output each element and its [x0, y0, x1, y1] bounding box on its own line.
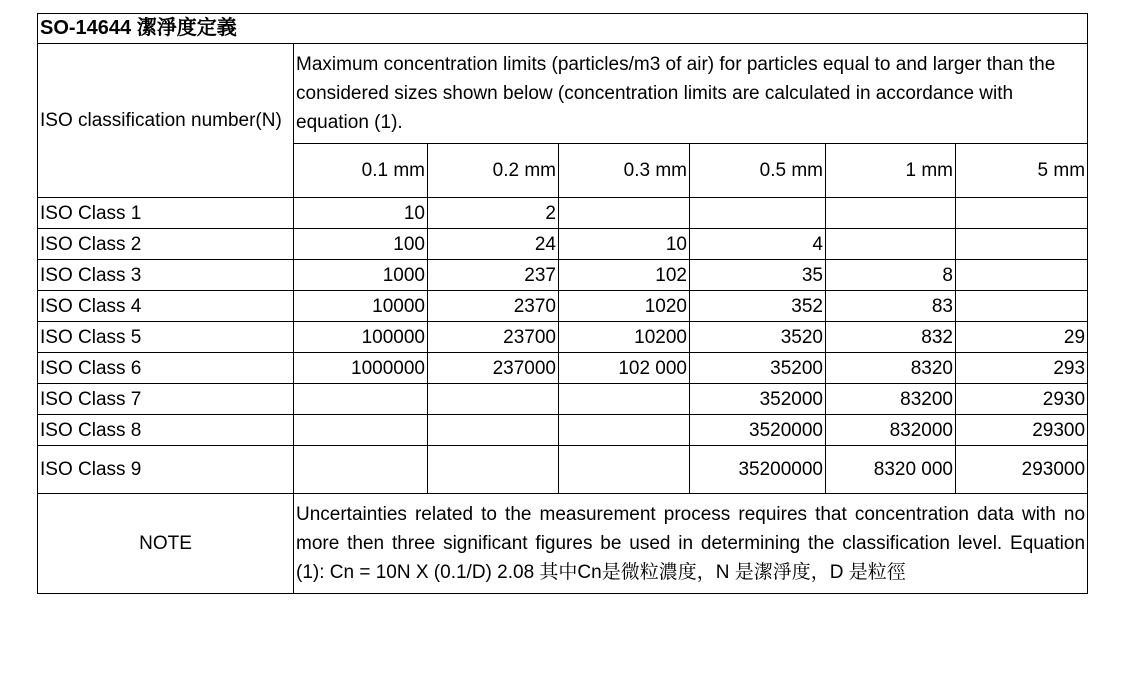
cell-value	[428, 415, 559, 446]
class-label: ISO Class 6	[38, 353, 294, 384]
cell-value: 2930	[956, 384, 1088, 415]
cell-value: 8	[826, 260, 956, 291]
classification-header: ISO classification number(N)	[38, 44, 294, 198]
table-row	[38, 198, 1088, 229]
class-label: ISO Class 4	[38, 291, 294, 322]
class-label: ISO Class 2	[38, 229, 294, 260]
cell-value: 8320	[826, 353, 956, 384]
cell-value	[826, 229, 956, 260]
note-row	[38, 494, 1088, 594]
class-label: ISO Class 1	[38, 198, 294, 229]
cell-value	[294, 415, 428, 446]
cell-value: 293	[956, 353, 1088, 384]
cell-value: 102	[559, 260, 690, 291]
cell-value: 832000	[826, 415, 956, 446]
cell-value: 352	[690, 291, 826, 322]
size-header: 1 mm	[826, 144, 956, 198]
class-label: ISO Class 9	[38, 446, 294, 494]
size-header: 5 mm	[956, 144, 1088, 198]
table-row	[38, 384, 1088, 415]
table-title: SO-14644 潔淨度定義	[38, 14, 1088, 44]
class-label: ISO Class 3	[38, 260, 294, 291]
cell-value: 352000	[690, 384, 826, 415]
cell-value	[559, 446, 690, 494]
cell-value: 35200000	[690, 446, 826, 494]
cell-value: 35200	[690, 353, 826, 384]
size-header: 0.2 mm	[428, 144, 559, 198]
cell-value	[294, 384, 428, 415]
cell-value	[428, 384, 559, 415]
cell-value: 10000	[294, 291, 428, 322]
table-row	[38, 415, 1088, 446]
concentration-description: Maximum concentration limits (particles/m3 of air) for particles equal to and larger than the considered sizes shown below (concentration limits are calculated in accordance with equation (1).	[294, 44, 1088, 144]
cell-value: 1000	[294, 260, 428, 291]
size-header: 0.5 mm	[690, 144, 826, 198]
cell-value: 10200	[559, 322, 690, 353]
cell-value	[690, 198, 826, 229]
cell-value: 29	[956, 322, 1088, 353]
table-row	[38, 291, 1088, 322]
table-row	[38, 229, 1088, 260]
note-label: NOTE	[38, 494, 294, 594]
table-row	[38, 353, 1088, 384]
iso-classification-table	[37, 13, 1088, 594]
cell-value: 10	[294, 198, 428, 229]
cell-value: 8320 000	[826, 446, 956, 494]
cell-value: 83	[826, 291, 956, 322]
class-label: ISO Class 8	[38, 415, 294, 446]
cell-value	[428, 446, 559, 494]
cell-value: 10	[559, 229, 690, 260]
cell-value: 3520000	[690, 415, 826, 446]
cell-value: 1020	[559, 291, 690, 322]
cell-value	[956, 260, 1088, 291]
cell-value	[956, 198, 1088, 229]
cell-value: 24	[428, 229, 559, 260]
cell-value	[559, 415, 690, 446]
note-text: Uncertainties related to the measurement process requires that concentration data with no more then three significant figures be used in determining the classification level. Equation (1): Cn = 10N X (0.1/D) 2.08 其中Cn是微粒濃度，N 是潔淨度，D 是粒徑	[294, 494, 1088, 594]
size-header: 0.1 mm	[294, 144, 428, 198]
cell-value: 2370	[428, 291, 559, 322]
size-header: 0.3 mm	[559, 144, 690, 198]
cell-value: 100000	[294, 322, 428, 353]
class-label: ISO Class 5	[38, 322, 294, 353]
cell-value: 83200	[826, 384, 956, 415]
table-row	[38, 322, 1088, 353]
cell-value	[559, 384, 690, 415]
cell-value: 237000	[428, 353, 559, 384]
cell-value: 35	[690, 260, 826, 291]
cell-value: 100	[294, 229, 428, 260]
cell-value	[956, 291, 1088, 322]
cell-value: 102 000	[559, 353, 690, 384]
cell-value: 1000000	[294, 353, 428, 384]
table-row	[38, 260, 1088, 291]
cell-value: 3520	[690, 322, 826, 353]
cell-value	[956, 229, 1088, 260]
cell-value: 23700	[428, 322, 559, 353]
cell-value	[559, 198, 690, 229]
cell-value: 2	[428, 198, 559, 229]
cell-value: 293000	[956, 446, 1088, 494]
cell-value: 832	[826, 322, 956, 353]
cell-value: 29300	[956, 415, 1088, 446]
cell-value: 4	[690, 229, 826, 260]
cell-value	[294, 446, 428, 494]
cell-value: 237	[428, 260, 559, 291]
class-label: ISO Class 7	[38, 384, 294, 415]
table-row	[38, 446, 1088, 494]
cell-value	[826, 198, 956, 229]
